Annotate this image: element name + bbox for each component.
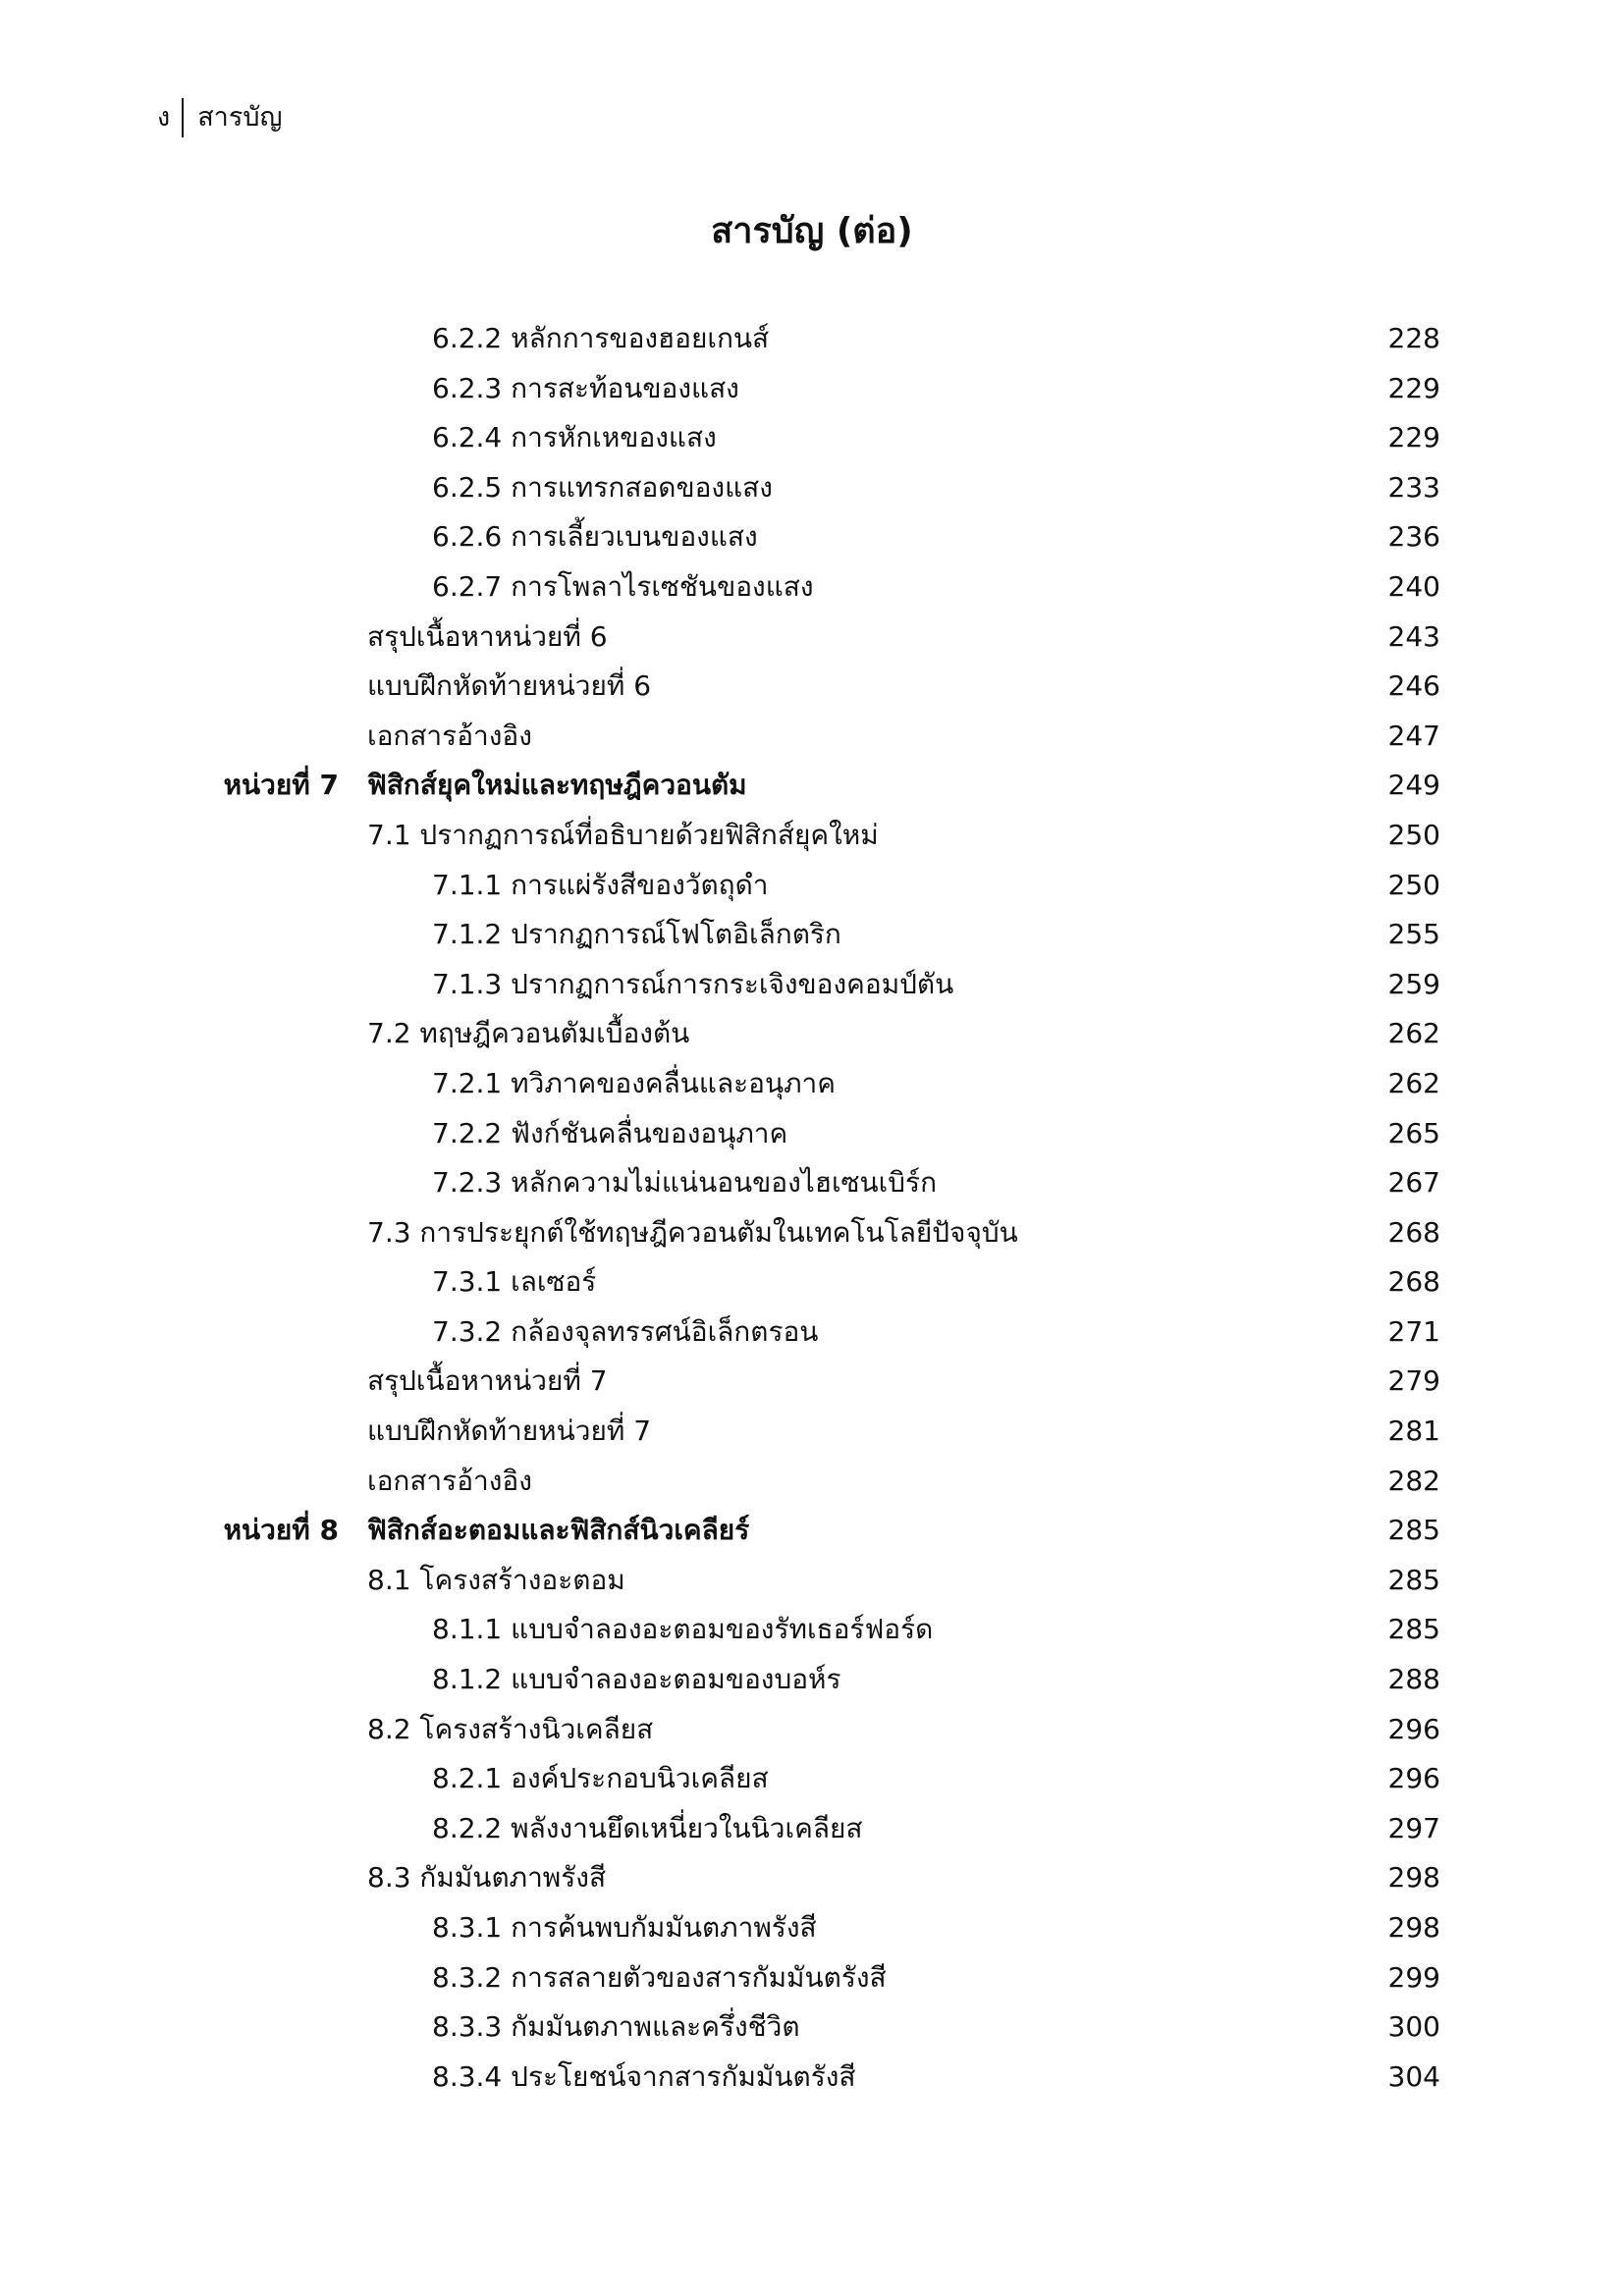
toc-page-number: 282 xyxy=(1387,1464,1440,1497)
toc-entry-row xyxy=(0,1457,1624,1507)
toc-entry-row xyxy=(0,1754,1624,1804)
toc-page-number: 265 xyxy=(1387,1116,1440,1149)
toc-entry-title: 7.1.3 ปรากฏการณ์การกระเจิงของคอมป์ตัน xyxy=(432,967,954,1000)
toc-page-number: 297 xyxy=(1387,1811,1440,1844)
toc-entry-title: 7.2.3 หลักความไม่แน่นอนของไฮเซนเบิร์ก xyxy=(432,1166,938,1200)
toc-page-number: 296 xyxy=(1387,1762,1440,1795)
toc-unit-row xyxy=(0,761,1624,811)
toc-page-number: 243 xyxy=(1387,619,1440,653)
toc-entry-row xyxy=(0,2002,1624,2053)
toc-entry-title: สรุปเนื้อหาหน่วยที่ 7 xyxy=(367,1364,608,1398)
toc-entry-row xyxy=(0,811,1624,861)
toc-entry-title: แบบฝึกหัดท้ายหน่วยที่ 7 xyxy=(367,1415,652,1448)
toc-page-number: 281 xyxy=(1387,1415,1440,1448)
toc-entry-row xyxy=(0,1109,1624,1159)
toc-entry-row xyxy=(0,1705,1624,1755)
toc-entry-row xyxy=(0,2053,1624,2103)
toc-entry-row xyxy=(0,512,1624,562)
toc-entry-row xyxy=(0,662,1624,712)
section-name: สารบัญ xyxy=(197,102,283,133)
toc-page-number: 285 xyxy=(1387,1563,1440,1596)
toc-page-number: 249 xyxy=(1387,769,1440,802)
toc-entry-title: 8.2.2 พลังงานยึดเหนี่ยวในนิวเคลียส xyxy=(432,1811,863,1844)
toc-page-number: 229 xyxy=(1387,421,1440,454)
toc-entry-row xyxy=(0,314,1624,364)
toc-entry-row xyxy=(0,1208,1624,1258)
toc-page-number: 299 xyxy=(1387,1960,1440,1994)
toc-entry-title: เอกสารอ้างอิง xyxy=(367,719,532,752)
toc-entry-title: 8.3 กัมมันตภาพรังสี xyxy=(367,1861,607,1895)
toc-entry-title: 8.2.1 องค์ประกอบนิวเคลียส xyxy=(432,1762,769,1795)
toc-entry-title: 7.2 ทฤษฎีควอนตัมเบื้องต้น xyxy=(367,1017,690,1050)
toc-page-number: 229 xyxy=(1387,371,1440,404)
toc-page-number: 279 xyxy=(1387,1364,1440,1398)
toc-entry-title: 7.2.2 ฟังก์ชันคลื่นของอนุภาค xyxy=(432,1116,788,1149)
toc-entry-title: 8.3.2 การสลายตัวของสารกัมมันตรังสี xyxy=(432,1960,887,1994)
toc-entry-row xyxy=(0,960,1624,1010)
toc-entry-row xyxy=(0,364,1624,414)
toc-page-number: 298 xyxy=(1387,1911,1440,1944)
toc-entry-row xyxy=(0,1804,1624,1854)
toc-entry-title: เอกสารอ้างอิง xyxy=(367,1464,532,1497)
toc-entry-title: 8.3.1 การค้นพบกัมมันตภาพรังสี xyxy=(432,1911,817,1944)
toc-page-number: 285 xyxy=(1387,1613,1440,1646)
toc-entry-row xyxy=(0,712,1624,762)
toc-page-number: 233 xyxy=(1387,470,1440,504)
toc-entry-row xyxy=(0,1605,1624,1655)
toc-entry-row xyxy=(0,1158,1624,1208)
toc-entry-title: 7.1.1 การแผ่รังสีของวัตถุดำ xyxy=(432,868,769,901)
toc-entry-title: 6.2.5 การแทรกสอดของแสง xyxy=(432,470,773,504)
toc-entry-title: 8.3.4 ประโยชน์จากสารกัมมันตรังสี xyxy=(432,2059,856,2093)
toc-entry-row xyxy=(0,1059,1624,1109)
toc-page-number: 285 xyxy=(1387,1514,1440,1547)
toc-entry-row xyxy=(0,861,1624,911)
toc-page-number: 262 xyxy=(1387,1066,1440,1099)
toc-page-number: 250 xyxy=(1387,868,1440,901)
toc-entry-row xyxy=(0,1407,1624,1457)
toc-page-number: 268 xyxy=(1387,1215,1440,1249)
toc-page-number: 228 xyxy=(1387,322,1440,354)
toc-entry-row xyxy=(0,1357,1624,1407)
toc-entry-row xyxy=(0,1953,1624,2003)
toc-entry-title: 8.1.2 แบบจำลองอะตอมของบอห์ร xyxy=(432,1663,841,1696)
toc-unit-number: หน่วยที่ 7 xyxy=(223,769,339,802)
toc-entry-row xyxy=(0,613,1624,663)
toc-entry-row xyxy=(0,1556,1624,1606)
toc-page-number: 298 xyxy=(1387,1861,1440,1895)
toc-entry-row xyxy=(0,1853,1624,1903)
toc-entry-row xyxy=(0,910,1624,960)
toc-page-number: 259 xyxy=(1387,967,1440,1000)
toc-page-number: 262 xyxy=(1387,1017,1440,1050)
header-divider xyxy=(182,98,184,137)
toc-page-number: 236 xyxy=(1387,520,1440,554)
toc-page-number: 247 xyxy=(1387,719,1440,752)
toc-entry-row xyxy=(0,413,1624,463)
toc-entry-row xyxy=(0,562,1624,613)
toc-entry-title: 7.3 การประยุกต์ใช้ทฤษฎีควอนตัมในเทคโนโลยีปัจจุบัน xyxy=(367,1215,1018,1249)
table-of-contents xyxy=(0,314,1624,2102)
toc-entry-title: 8.3.3 กัมมันตภาพและครึ่งชีวิต xyxy=(432,2010,800,2044)
toc-page-number: 288 xyxy=(1387,1663,1440,1696)
running-head xyxy=(157,98,282,137)
toc-page-number: 255 xyxy=(1387,918,1440,951)
toc-entry-row xyxy=(0,1903,1624,1953)
toc-page-number: 300 xyxy=(1387,2010,1440,2044)
toc-entry-title: 7.2.1 ทวิภาคของคลื่นและอนุภาค xyxy=(432,1066,837,1099)
toc-entry-title: 6.2.3 การสะท้อนของแสง xyxy=(432,371,739,404)
toc-page-number: 268 xyxy=(1387,1265,1440,1299)
toc-entry-title: ฟิสิกส์อะตอมและฟิสิกส์นิวเคลียร์ xyxy=(367,1514,750,1547)
toc-entry-title: 6.2.4 การหักเหของแสง xyxy=(432,421,717,454)
toc-entry-row xyxy=(0,463,1624,513)
toc-entry-title: 6.2.6 การเลี้ยวเบนของแสง xyxy=(432,520,758,554)
toc-entry-title: 8.2 โครงสร้างนิวเคลียส xyxy=(367,1712,654,1745)
toc-entry-title: 7.3.1 เลเซอร์ xyxy=(432,1265,597,1299)
toc-page-number: 267 xyxy=(1387,1166,1440,1200)
page-number-letter: ง xyxy=(157,102,171,133)
toc-entry-row xyxy=(0,1655,1624,1705)
toc-page-number: 240 xyxy=(1387,569,1440,603)
toc-entry-row xyxy=(0,1009,1624,1059)
toc-entry-title: 6.2.7 การโพลาไรเซชันของแสง xyxy=(432,569,814,603)
toc-unit-row xyxy=(0,1506,1624,1556)
toc-page-number: 304 xyxy=(1387,2059,1440,2093)
toc-unit-number: หน่วยที่ 8 xyxy=(223,1514,339,1547)
toc-entry-row xyxy=(0,1308,1624,1358)
toc-page-number: 271 xyxy=(1387,1314,1440,1348)
toc-page-number: 246 xyxy=(1387,669,1440,703)
toc-entry-title: ฟิสิกส์ยุคใหม่และทฤษฎีควอนตัม xyxy=(367,769,747,802)
page-title: สารบัญ (ต่อ) xyxy=(711,211,913,251)
toc-page-number: 250 xyxy=(1387,818,1440,851)
toc-entry-title: 7.1.2 ปรากฏการณ์โฟโตอิเล็กตริก xyxy=(432,918,841,951)
toc-page-number: 296 xyxy=(1387,1712,1440,1745)
toc-entry-title: 6.2.2 หลักการของฮอยเกนส์ xyxy=(432,322,770,354)
toc-entry-title: แบบฝึกหัดท้ายหน่วยที่ 6 xyxy=(367,669,652,703)
toc-entry-title: 8.1.1 แบบจำลองอะตอมของรัทเธอร์ฟอร์ด xyxy=(432,1613,934,1646)
toc-entry-title: สรุปเนื้อหาหน่วยที่ 6 xyxy=(367,619,608,653)
toc-entry-title: 7.1 ปรากฏการณ์ที่อธิบายด้วยฟิสิกส์ยุคใหม่ xyxy=(367,818,879,851)
toc-entry-row xyxy=(0,1257,1624,1308)
toc-entry-title: 7.3.2 กล้องจุลทรรศน์อิเล็กตรอน xyxy=(432,1314,819,1348)
toc-entry-title: 8.1 โครงสร้างอะตอม xyxy=(367,1563,625,1596)
